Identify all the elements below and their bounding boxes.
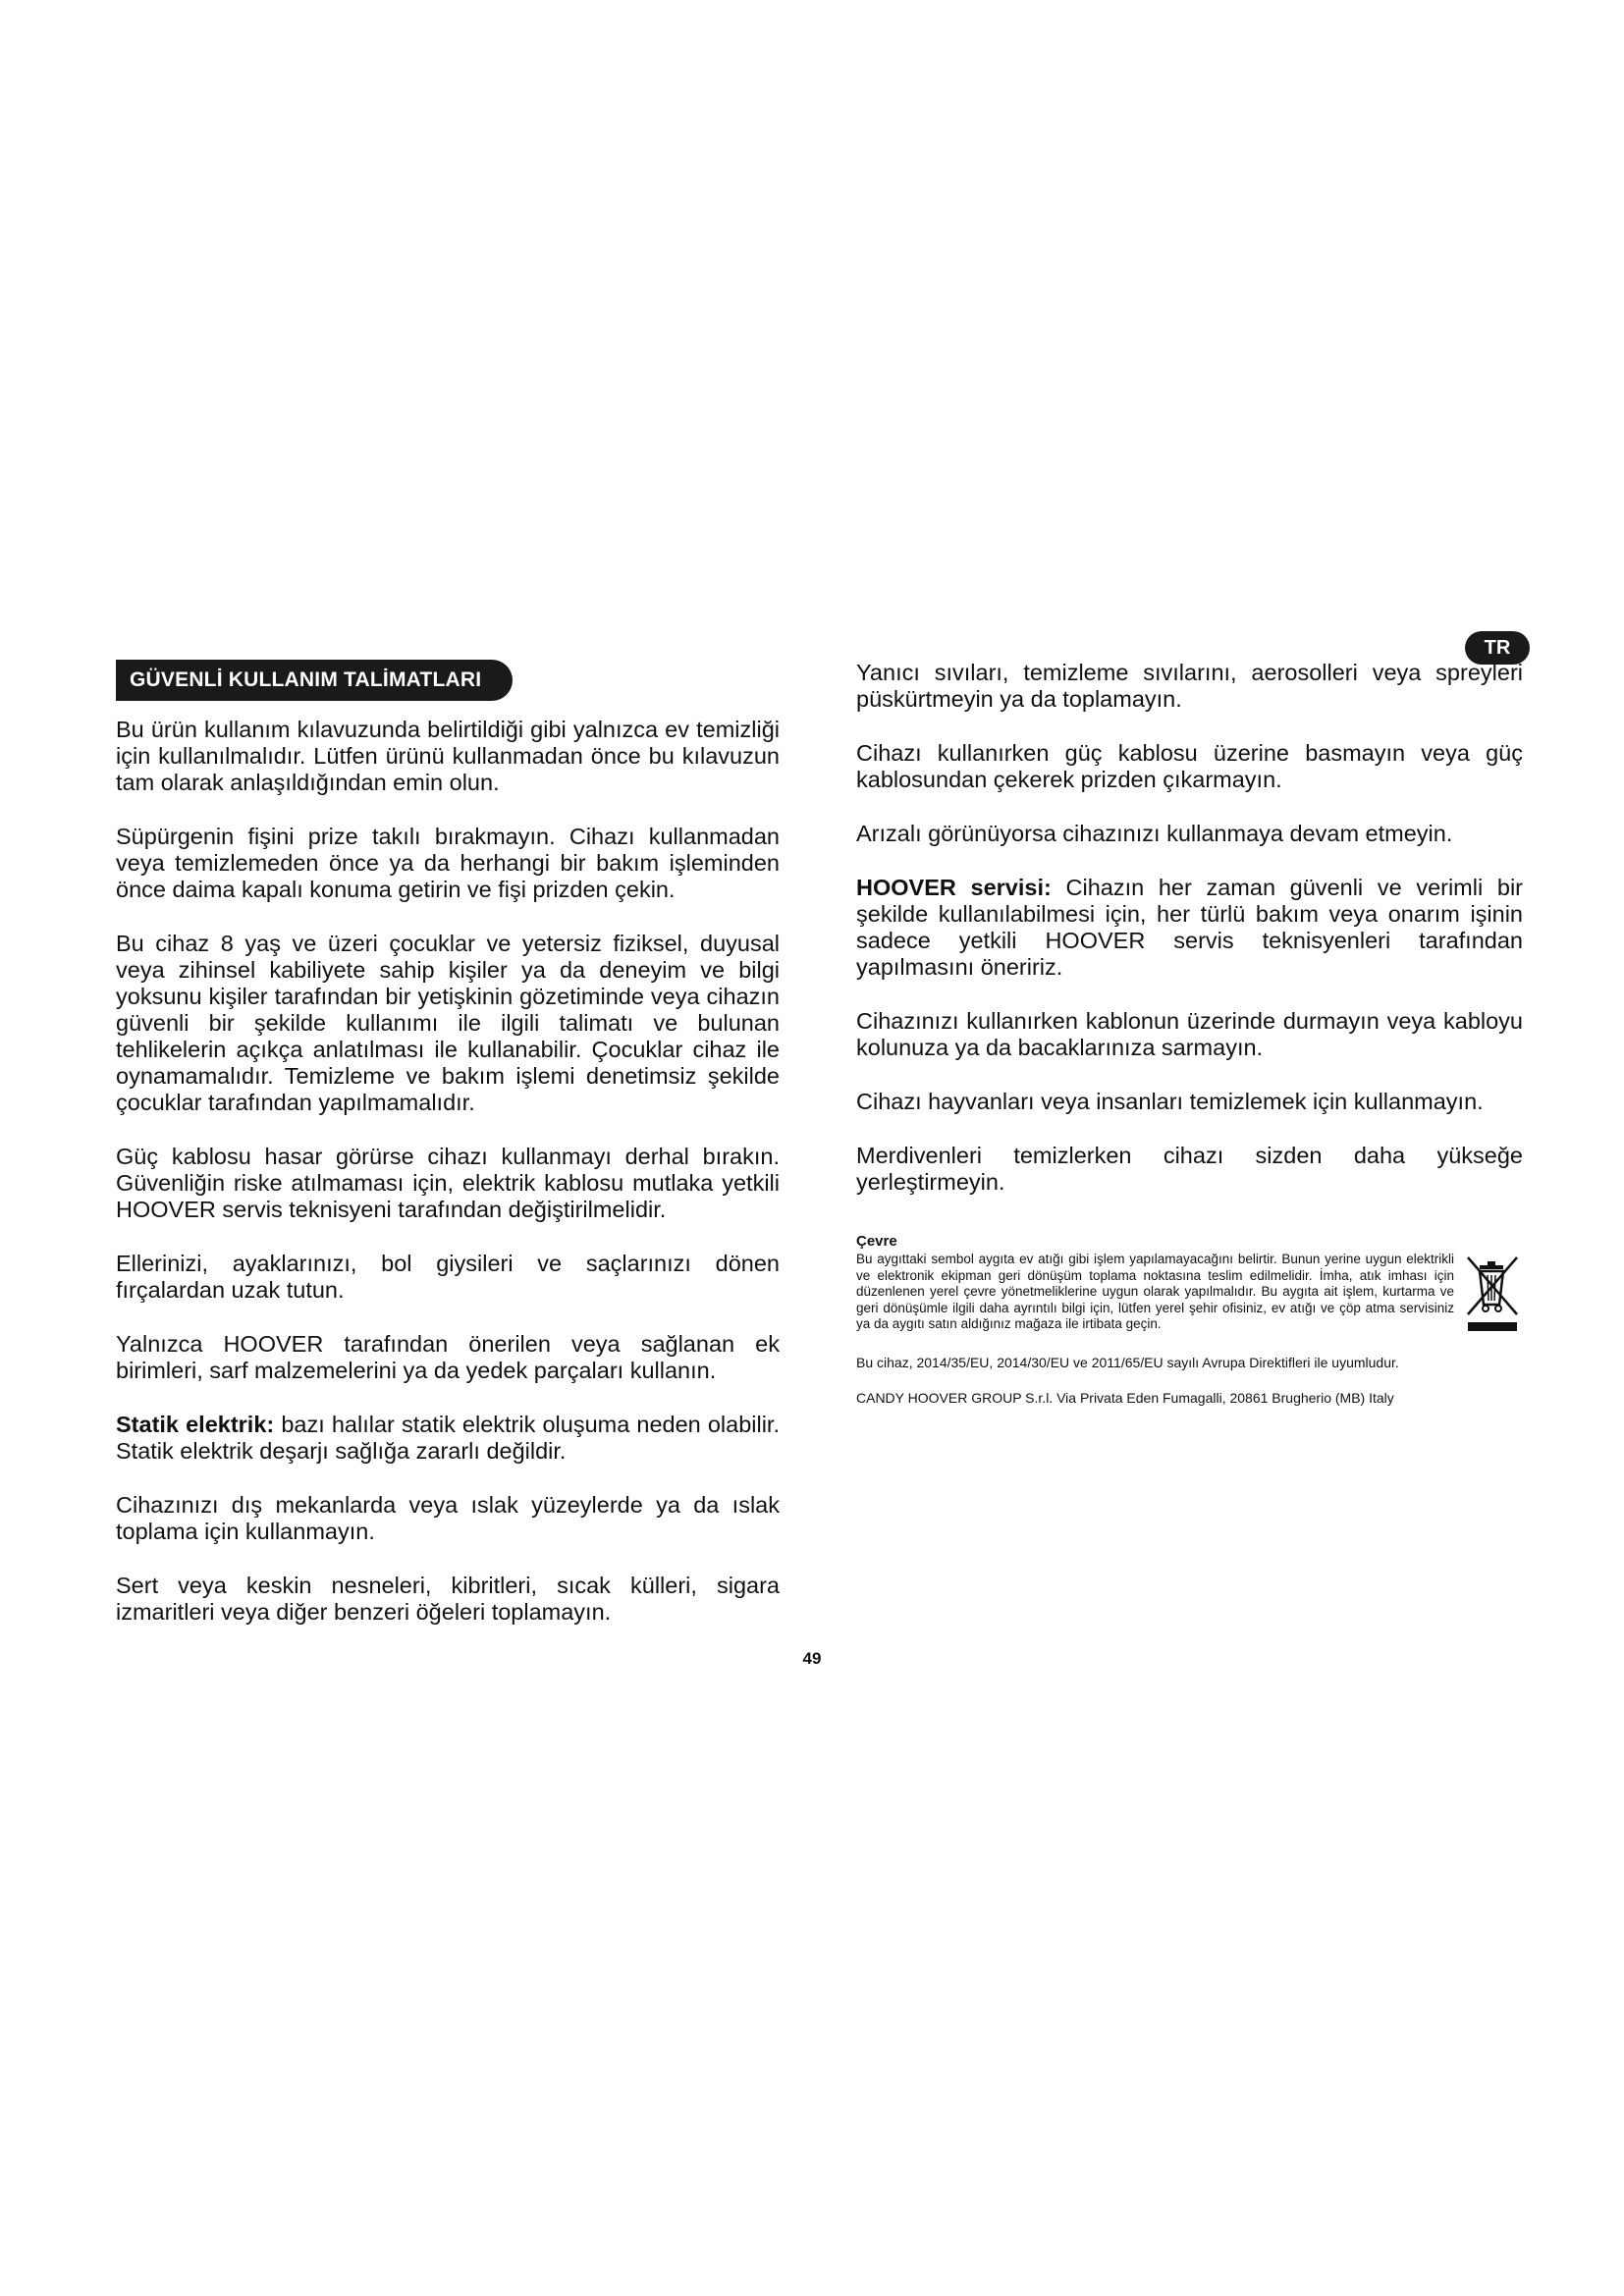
paragraph-sharp-objects: Sert veya keskin nesneleri, kibritleri, sıcak külleri, sigara izmaritleri veya diğer benzeri öğeleri toplamayın.	[116, 1573, 780, 1625]
language-badge: TR	[1465, 631, 1530, 665]
environment-section	[856, 1233, 1523, 1336]
paragraph-unplug: Süpürgenin fişini prize takılı bırakmayın. Cihazı kullanmadan veya temizlemeden önce ya da herhangi bir bakım işleminden önce daima kapalı konuma getirin ve fişi prizden çekin.	[116, 824, 780, 902]
service-text: Cihazın her zaman güvenli ve verimli bir şekilde kullanılabilmesi için, her türlü bakım veya onarım işinin sadece yetkili HOOVER servis teknisyenleri tarafından yapılmasını öneririz.	[856, 875, 1523, 980]
environment-title: Çevre	[856, 1233, 897, 1250]
paragraph-service	[856, 875, 1523, 981]
service-label: HOOVER servisi:	[856, 875, 1052, 900]
paragraph-faulty: Arızalı görünüyorsa cihazınızı kullanmaya devam etmeyin.	[856, 821, 1453, 846]
paragraph-brushes: Ellerinizi, ayaklarınızı, bol giysileri ve saçlarınızı dönen fırçalardan uzak tutun.	[116, 1251, 780, 1303]
paragraph-usage: Bu ürün kullanım kılavuzunda belirtildiği gibi yalnızca ev temizliği için kullanılmalıdır. Lütfen ürünü kullanmadan önce bu kılavuzun tam olarak anlaşıldığından emin olun.	[116, 717, 780, 795]
paragraph-stairs: Merdivenleri temizlerken cihazı sizden daha yükseğe yerleştirmeyin.	[856, 1143, 1523, 1195]
environment-text: Bu aygıttaki sembol aygıta ev atığı gibi işlem yapılamayacağını belirtir. Bunun yerine uygun elektrikli ve elektronik ekipman geri dönüşüm toplama noktasına teslim edilmelidir. İmha, atık imhası için düzenlenen yerel çevre yönetmeliklerine uygun olarak yapılmalıdır. Bu aygıta ait işlem, kurtarma ve geri dönüşümle ilgili daha ayrıntılı bilgi için, lütfen yerel şehir ofisiniz, ev atığı ve çöp atma servisiniz ya da aygıtı satın aldığınız mağaza ile irtibata geçin.	[856, 1252, 1454, 1331]
static-text: bazı halılar statik elektrik oluşuma neden olabilir. Statik elektrik deşarjı sağlığa zararlı değildir.	[116, 1412, 780, 1464]
directives-text: Bu cihaz, 2014/35/EU, 2014/30/EU ve 2011/65/EU sayılı Avrupa Direktifleri ile uyumludur.	[856, 1355, 1399, 1370]
paragraph-static	[116, 1412, 780, 1465]
address-text: CANDY HOOVER GROUP S.r.l. Via Privata Eden Fumagalli, 20861 Brugherio (MB) Italy	[856, 1390, 1394, 1406]
weee-crossed-bin-icon	[1462, 1252, 1523, 1336]
environment-row	[856, 1252, 1523, 1336]
section-heading: GÜVENLİ KULLANIM TALİMATLARI	[116, 660, 513, 701]
paragraph-children: Bu cihaz 8 yaş ve üzeri çocuklar ve yetersiz fiziksel, duyusal veya zihinsel kabiliyete sahip kişiler ya da deneyim ve bilgi yoksunu kişiler tarafından bir yetişkinin gözetiminde veya cihazın güvenli bir şekilde kullanımı ile ilgili talimatı ve bulunan tehlikelerin açıkça anlatılması ile kullanabilir. Çocuklar cihaz ile oynamamalıdır. Temizleme ve bakım işlemi denetimsiz şekilde çocuklar tarafından yapılmamalıdır.	[116, 931, 780, 1115]
paragraph-animals: Cihazı hayvanları veya insanları temizlemek için kullanmayın.	[856, 1089, 1484, 1114]
page-number: 49	[802, 1649, 822, 1668]
paragraph-power-cord: Güç kablosu hasar görürse cihazı kullanmayı derhal bırakın. Güvenliğin riske atılmaması için, elektrik kablosu mutlaka yetkili HOOVER servis teknisyeni tarafından değiştirilmelidir.	[116, 1144, 780, 1222]
paragraph-cable-wrap: Cihazınızı kullanırken kablonun üzerinde durmayın veya kabloyu kolunuza ya da bacaklarınıza sarmayın.	[856, 1008, 1523, 1060]
paragraph-flammable: Yanıcı sıvıları, temizleme sıvılarını, aerosolleri veya spreyleri püskürtmeyin ya da toplamayın.	[856, 660, 1523, 712]
left-column	[116, 660, 780, 1653]
static-label: Statik elektrik:	[116, 1412, 275, 1437]
right-column	[856, 660, 1523, 1407]
paragraph-outdoor: Cihazınızı dış mekanlarda veya ıslak yüzeylerde ya da ıslak toplama için kullanmayın.	[116, 1492, 780, 1544]
paragraph-cord-step: Cihazı kullanırken güç kablosu üzerine basmayın veya güç kablosundan çekerek prizden çıkarmayın.	[856, 740, 1523, 792]
paragraph-accessories: Yalnızca HOOVER tarafından önerilen veya sağlanan ek birimleri, sarf malzemelerini ya da yedek parçaları kullanın.	[116, 1331, 780, 1383]
